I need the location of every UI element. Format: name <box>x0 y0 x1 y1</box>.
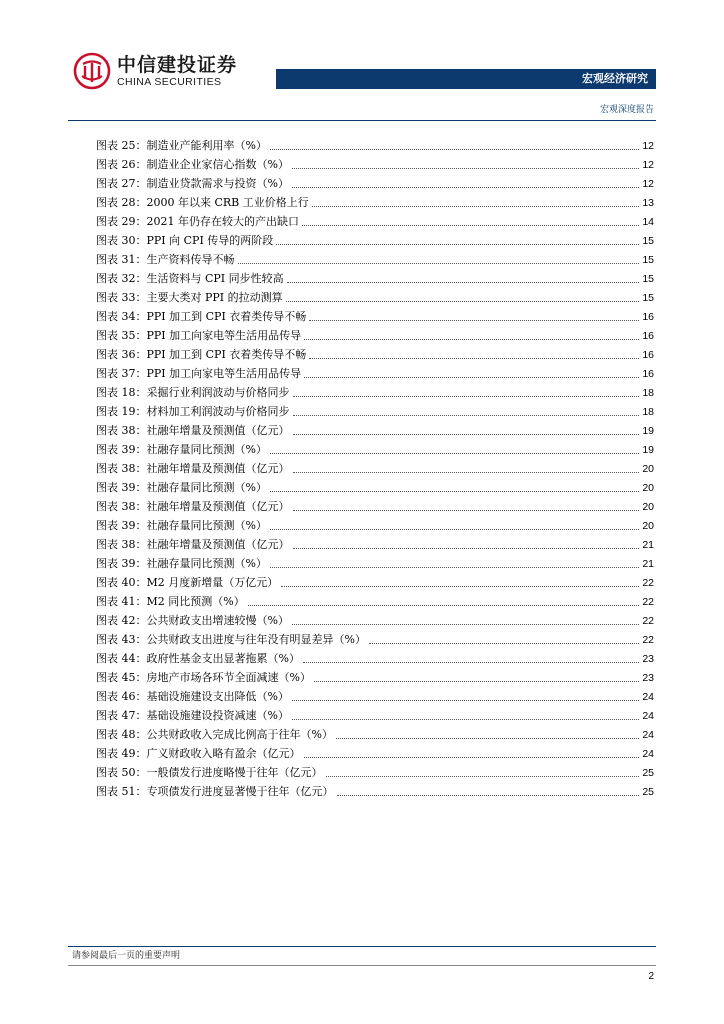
figure-index-list <box>96 134 654 799</box>
toc-entry[interactable] <box>96 229 654 248</box>
toc-entry-label[interactable]: 图表 19：材料加工利润波动与价格同步 <box>96 405 290 418</box>
toc-entry[interactable] <box>96 362 654 381</box>
footer-disclaimer: 请参阅最后一页的重要声明 <box>72 951 181 961</box>
toc-entry-label[interactable]: 图表 35：PPI 加工向家电等生活用品传导 <box>96 329 302 342</box>
toc-entry-label[interactable]: 图表 45：房地产市场各环节全面减速（%） <box>96 671 311 684</box>
toc-entry-label[interactable]: 图表 47：基础设施建设投资减速（%） <box>96 709 289 722</box>
toc-entry-label[interactable]: 图表 32：生活资料与 CPI 同步性较高 <box>96 272 284 285</box>
toc-dot-leader <box>270 149 639 150</box>
toc-dot-leader <box>270 529 639 530</box>
toc-entry[interactable] <box>96 210 654 229</box>
toc-dot-leader <box>326 776 640 777</box>
toc-entry[interactable] <box>96 552 654 571</box>
toc-entry[interactable] <box>96 438 654 457</box>
toc-entry-page[interactable]: 25 <box>642 767 654 779</box>
toc-entry-label[interactable]: 图表 26：制造业企业家信心指数（%） <box>96 158 289 171</box>
toc-dot-leader <box>304 339 639 340</box>
toc-entry-page[interactable]: 15 <box>642 273 654 285</box>
toc-entry[interactable] <box>96 590 654 609</box>
toc-entry-label[interactable]: 图表 38：社融年增量及预测值（亿元） <box>96 538 290 551</box>
toc-dot-leader <box>287 282 640 283</box>
toc-dot-leader <box>303 662 639 663</box>
toc-dot-leader <box>270 453 639 454</box>
toc-entry-page[interactable]: 16 <box>642 349 654 361</box>
toc-dot-leader <box>286 301 640 302</box>
toc-entry-page[interactable]: 24 <box>642 729 654 741</box>
toc-entry-label[interactable]: 图表 49：广义财政收入略有盈余（亿元） <box>96 747 301 760</box>
toc-dot-leader <box>312 206 640 207</box>
toc-entry-page[interactable]: 15 <box>642 292 654 304</box>
toc-entry-page[interactable]: 22 <box>642 634 654 646</box>
toc-dot-leader <box>302 225 639 226</box>
footer-divider <box>68 946 656 947</box>
toc-dot-leader <box>309 358 639 359</box>
toc-entry[interactable] <box>96 780 654 799</box>
toc-entry-page[interactable]: 22 <box>642 596 654 608</box>
toc-entry-label[interactable]: 图表 41：M2 同比预测（%） <box>96 595 245 608</box>
toc-entry-label[interactable]: 图表 43：公共财政支出进度与往年没有明显差异（%） <box>96 633 366 646</box>
toc-entry-label[interactable]: 图表 30：PPI 向 CPI 传导的两阶段 <box>96 234 274 247</box>
toc-entry-label[interactable]: 图表 38：社融年增量及预测值（亿元） <box>96 462 290 475</box>
toc-entry-label[interactable]: 图表 50：一般债发行进度略慢于往年（亿元） <box>96 766 323 779</box>
toc-entry-label[interactable]: 图表 34：PPI 加工到 CPI 衣着类传导不畅 <box>96 310 307 323</box>
toc-entry[interactable] <box>96 704 654 723</box>
toc-dot-leader <box>337 795 640 796</box>
toc-entry-label[interactable]: 图表 33：主要大类对 PPI 的拉动测算 <box>96 291 283 304</box>
toc-entry-page[interactable]: 19 <box>642 444 654 456</box>
toc-entry[interactable] <box>96 419 654 438</box>
toc-entry[interactable] <box>96 324 654 343</box>
toc-entry[interactable] <box>96 495 654 514</box>
toc-entry[interactable] <box>96 267 654 286</box>
toc-entry-page[interactable]: 18 <box>642 406 654 418</box>
header-divider <box>68 120 656 121</box>
toc-entry[interactable] <box>96 647 654 666</box>
toc-entry-label[interactable]: 图表 29：2021 年仍存在较大的产出缺口 <box>96 215 299 228</box>
toc-entry[interactable] <box>96 343 654 362</box>
toc-entry-page[interactable]: 22 <box>642 615 654 627</box>
toc-entry[interactable] <box>96 381 654 400</box>
toc-entry-page[interactable]: 12 <box>642 159 654 171</box>
toc-dot-leader <box>369 643 639 644</box>
toc-entry-page[interactable]: 24 <box>642 748 654 760</box>
toc-entry[interactable] <box>96 286 654 305</box>
toc-dot-leader <box>248 605 640 606</box>
company-name-en: CHINA SECURITIES <box>117 75 222 88</box>
toc-dot-leader <box>293 434 640 435</box>
page-number: 2 <box>648 971 654 982</box>
toc-dot-leader <box>293 472 640 473</box>
toc-entry-page[interactable]: 12 <box>642 140 654 152</box>
toc-entry-page[interactable]: 15 <box>642 254 654 266</box>
toc-entry-page[interactable]: 25 <box>642 786 654 798</box>
toc-entry-page[interactable]: 16 <box>642 368 654 380</box>
toc-entry[interactable] <box>96 761 654 780</box>
toc-entry-page[interactable]: 16 <box>642 311 654 323</box>
toc-dot-leader <box>309 320 639 321</box>
toc-dot-leader <box>304 377 639 378</box>
toc-entry-page[interactable]: 13 <box>642 197 654 209</box>
logo-text <box>117 54 237 89</box>
toc-entry-page[interactable]: 21 <box>642 558 654 570</box>
toc-dot-leader <box>292 168 639 169</box>
toc-entry-page[interactable]: 20 <box>642 501 654 513</box>
toc-dot-leader <box>270 567 639 568</box>
toc-entry-page[interactable]: 12 <box>642 178 654 190</box>
toc-dot-leader <box>293 415 640 416</box>
footer-rule <box>68 965 656 966</box>
toc-entry[interactable] <box>96 153 654 172</box>
toc-entry[interactable] <box>96 685 654 704</box>
section-title: 宏观经济研究 <box>582 72 648 85</box>
toc-entry-label[interactable]: 图表 44：政府性基金支出显著拖累（%） <box>96 652 300 665</box>
toc-entry[interactable] <box>96 400 654 419</box>
toc-entry-page[interactable]: 23 <box>642 672 654 684</box>
toc-entry[interactable] <box>96 248 654 267</box>
toc-entry[interactable] <box>96 514 654 533</box>
toc-entry-label[interactable]: 图表 31：生产资料传导不畅 <box>96 253 235 266</box>
toc-entry-label[interactable]: 图表 18：采掘行业利润波动与价格同步 <box>96 386 290 399</box>
toc-entry-label[interactable]: 图表 27：制造业贷款需求与投资（%） <box>96 177 289 190</box>
toc-entry-page[interactable]: 14 <box>642 216 654 228</box>
toc-entry[interactable] <box>96 533 654 552</box>
toc-entry-page[interactable]: 20 <box>642 482 654 494</box>
toc-entry[interactable] <box>96 742 654 761</box>
toc-entry[interactable] <box>96 723 654 742</box>
toc-entry-page[interactable]: 23 <box>642 653 654 665</box>
toc-dot-leader <box>276 244 639 245</box>
toc-dot-leader <box>293 510 640 511</box>
company-name-cn: 中信建投证券 <box>117 53 238 76</box>
toc-entry[interactable] <box>96 134 654 153</box>
toc-entry-label[interactable]: 图表 38：社融年增量及预测值（亿元） <box>96 424 290 437</box>
toc-entry[interactable] <box>96 457 654 476</box>
toc-entry-label[interactable]: 图表 42：公共财政支出增速较慢（%） <box>96 614 289 627</box>
toc-entry[interactable] <box>96 476 654 495</box>
toc-entry[interactable] <box>96 191 654 210</box>
toc-dot-leader <box>304 757 640 758</box>
toc-entry[interactable] <box>96 609 654 628</box>
company-logo <box>72 52 237 90</box>
toc-entry-page[interactable]: 22 <box>642 577 654 589</box>
toc-dot-leader <box>293 548 640 549</box>
toc-entry-label[interactable]: 图表 37：PPI 加工向家电等生活用品传导 <box>96 367 302 380</box>
toc-entry-label[interactable]: 图表 25：制造业产能利用率（%） <box>96 139 267 152</box>
toc-dot-leader <box>238 263 640 264</box>
toc-entry[interactable] <box>96 305 654 324</box>
toc-dot-leader <box>292 624 639 625</box>
toc-entry-label[interactable]: 图表 39：社融存量同比预测（%） <box>96 443 267 456</box>
toc-entry-page[interactable]: 15 <box>642 235 654 247</box>
toc-entry-page[interactable]: 24 <box>642 691 654 703</box>
header-bar <box>276 69 656 89</box>
toc-dot-leader <box>281 586 639 587</box>
toc-entry-label[interactable]: 图表 39：社融存量同比预测（%） <box>96 557 267 570</box>
toc-entry[interactable] <box>96 666 654 685</box>
toc-entry-label[interactable]: 图表 38：社融年增量及预测值（亿元） <box>96 500 290 513</box>
toc-entry-label[interactable]: 图表 48：公共财政收入完成比例高于往年（%） <box>96 728 333 741</box>
toc-entry-page[interactable]: 19 <box>642 425 654 437</box>
toc-entry-label[interactable]: 图表 36：PPI 加工到 CPI 衣着类传导不畅 <box>96 348 307 361</box>
china-securities-logo-icon <box>72 52 112 90</box>
toc-entry-label[interactable]: 图表 40：M2 月度新增量（万亿元） <box>96 576 279 589</box>
toc-dot-leader <box>314 681 639 682</box>
toc-entry-page[interactable]: 20 <box>642 463 654 475</box>
toc-entry-page[interactable]: 20 <box>642 520 654 532</box>
toc-dot-leader <box>270 491 639 492</box>
toc-entry-label[interactable]: 图表 51：专项债发行进度显著慢于往年（亿元） <box>96 785 334 798</box>
toc-entry-page[interactable]: 24 <box>642 710 654 722</box>
toc-dot-leader <box>292 719 639 720</box>
toc-dot-leader <box>336 738 639 739</box>
toc-entry-page[interactable]: 21 <box>642 539 654 551</box>
toc-entry-label[interactable]: 图表 39：社融存量同比预测（%） <box>96 481 267 494</box>
toc-entry-label[interactable]: 图表 28：2000 年以来 CRB 工业价格上行 <box>96 196 309 209</box>
toc-entry-page[interactable]: 18 <box>642 387 654 399</box>
report-type: 宏观深度报告 <box>599 105 654 115</box>
toc-entry[interactable] <box>96 628 654 647</box>
toc-entry-page[interactable]: 16 <box>642 330 654 342</box>
toc-entry[interactable] <box>96 172 654 191</box>
toc-entry-label[interactable]: 图表 39：社融存量同比预测（%） <box>96 519 267 532</box>
toc-entry[interactable] <box>96 571 654 590</box>
toc-dot-leader <box>293 396 640 397</box>
toc-dot-leader <box>292 187 639 188</box>
toc-entry-label[interactable]: 图表 46：基础设施建设支出降低（%） <box>96 690 289 703</box>
toc-dot-leader <box>292 700 639 701</box>
